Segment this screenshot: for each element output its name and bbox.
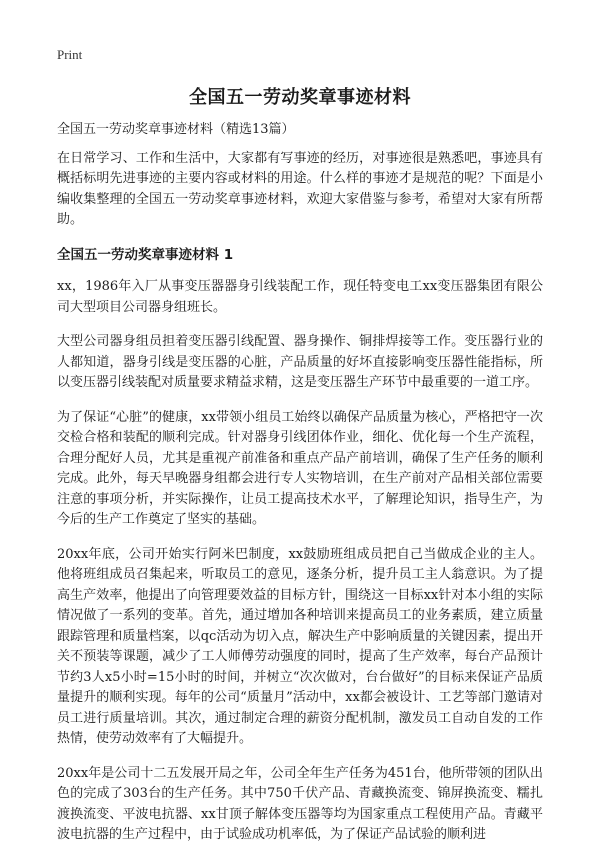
body-paragraph: 20xx年底，公司开始实行阿米巴制度，xx鼓励班组成员把自己当做成企业的主人。他将班组成员召集起来，听取员工的意见，逐条分析，提升员工主人翁意识。为了提高生产效率，他提出了向管理要效益的目标方针，围绕这一目标xx针对本小组的实际情况做了一系列的变革。首先，通过增加各种培训来提高员工的业务素质，建立质量跟踪管理和质量档案，以qc活动为切入点，解决生产中影响质量的关键因素，提出开关不预装等课题，减少了工人师傅劳动强度的同时，提高了生产效率，每台产品预计节约3人x5小时=15小时的时间，并树立“次次做对，台台做好”的目标来保证产品质量提升的顺利实现。每年的公司“质量月”活动中，xx都会被设计、工艺等部门邀请对员工进行质量培训。其次，通过制定合理的薪资分配机制，激发员工自动自发的工作热情，使劳动效率有了大幅提升。 [57,546,543,746]
body-paragraph: xx，1986年入厂从事变压器器身引线装配工作，现任特变电工xx变压器集团有限公司大型项目公司器身组班长。 [57,279,543,315]
document-body [57,120,543,860]
body-paragraph: 大型公司器身组员担着变压器引线配置、器身操作、铜排焊接等工作。变压器行业的人都知道，器身引线是变压器的心脏，产品质量的好坏直接影响变压器性能指标，所以变压器引线装配对质量要求精益求精，这是变压器生产环节中最重要的一道工序。 [57,334,543,390]
body-paragraph: 为了保证“心脏”的健康，xx带领小组员工始终以确保产品质量为核心，严格把守一次交检合格和装配的顺利完成。针对器身引线团体作业，细化、优化每一个生产流程，合理分配好人员，尤其是重视产前准备和重点产品产前培训，确保了生产任务的顺利完成。此外，每天早晚器身组都会进行专人实物培训，在生产前对产品相关部位需要注意的事项分析，并实际操作，让员工提高技术水平，了解理论知识，指导生产，为今后的生产工作奠定了坚实的基础。 [57,409,543,527]
document-subtitle: 全国五一劳动奖章事迹材料（精选13篇） [57,122,295,137]
print-label[interactable]: Print [57,47,83,62]
body-paragraph: 20xx年是公司十二五发展开局之年，公司全年生产任务为451台，他所带领的团队出色的完成了303台的生产任务。其中750千伏产品、青藏换流变、锦屏换流变、糯扎渡换流变、平波电抗器、xx甘顶子解体变压器等均为国家重点工程使用产品。青藏平波电抗器的生产过程中，由于试验成功机率低，为了保证产品试验的顺利进 [57,765,543,842]
document-title: 全国五一劳动奖章事迹材料 [189,87,411,108]
section-heading: 全国五一劳动奖章事迹材料 1 [57,246,234,263]
intro-paragraph: 在日常学习、工作和生活中，大家都有写事迹的经历，对事迹很是熟悉吧，事迹具有概括标明先进事迹的主要内容或材料的用途。什么样的事迹才是规范的呢？下面是小编收集整理的全国五一劳动奖章事迹材料，欢迎大家借鉴与参考，希望对大家有所帮助。 [57,150,543,227]
